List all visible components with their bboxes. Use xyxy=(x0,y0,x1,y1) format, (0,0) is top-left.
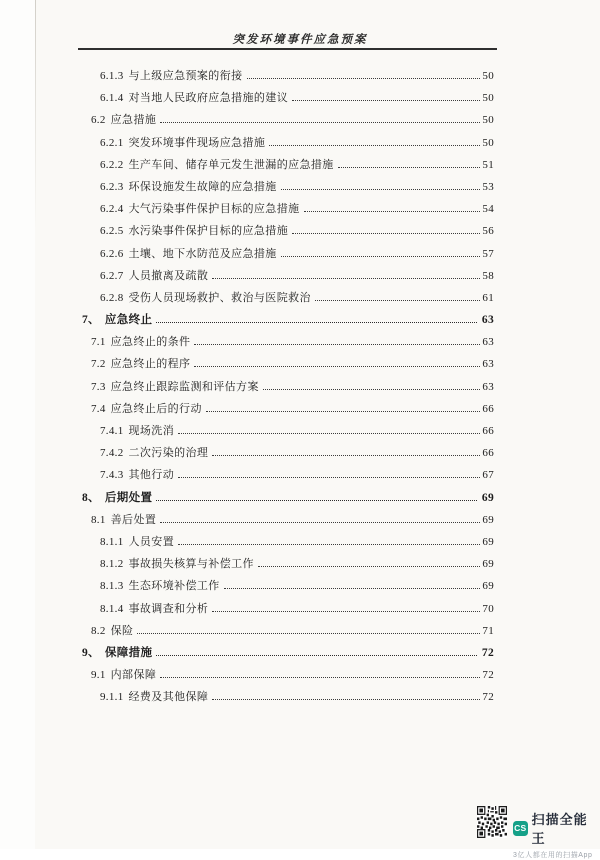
toc-page-number: 69 xyxy=(481,491,494,504)
toc-page-number: 61 xyxy=(482,291,494,304)
toc-page-number: 50 xyxy=(482,114,494,127)
toc-entry xyxy=(82,267,494,289)
toc-page-number: 57 xyxy=(482,247,494,260)
toc-page-number: 66 xyxy=(482,402,494,415)
toc-entry xyxy=(82,333,494,355)
toc-entry-title: 其他行动 xyxy=(128,469,175,482)
toc-entry-number: 6.2.7 xyxy=(100,269,124,282)
toc-page-number: 72 xyxy=(482,691,494,704)
toc-page-number: 53 xyxy=(482,180,494,193)
toc-entry-title: 突发环境事件现场应急措施 xyxy=(128,136,266,149)
toc-entry-number: 6.2.8 xyxy=(100,291,124,304)
toc-dotted-leader xyxy=(178,433,480,434)
camscanner-app-icon: CS xyxy=(513,821,528,836)
toc-entry-number: 6.2 xyxy=(91,114,106,127)
toc-entry-title: 大气污染事件保护目标的应急措施 xyxy=(128,203,300,216)
toc-entry-title: 善后处置 xyxy=(110,513,157,526)
toc-dotted-leader xyxy=(212,699,480,700)
toc-entry xyxy=(82,511,494,533)
toc-entry-title: 水污染事件保护目标的应急措施 xyxy=(128,225,289,238)
toc-dotted-leader xyxy=(212,455,480,456)
toc-page-number: 69 xyxy=(482,535,494,548)
toc-entry-number: 8.1 xyxy=(91,513,106,526)
toc-dotted-leader xyxy=(137,633,480,634)
toc-dotted-leader xyxy=(281,189,481,190)
toc-dotted-leader xyxy=(212,278,480,279)
toc-dotted-leader xyxy=(160,522,480,523)
toc-dotted-leader xyxy=(194,344,480,345)
toc-dotted-leader xyxy=(160,677,480,678)
toc-entry-title: 应急终止的条件 xyxy=(110,336,191,349)
toc-entry-title: 后期处置 xyxy=(104,491,153,504)
toc-dotted-leader xyxy=(292,233,480,234)
toc-entry-title: 二次污染的治理 xyxy=(128,447,209,460)
toc-entry xyxy=(82,666,494,688)
camscanner-watermark xyxy=(477,806,600,860)
toc-entry-title: 应急终止的程序 xyxy=(110,358,191,371)
toc-dotted-leader xyxy=(156,500,476,501)
toc-dotted-leader xyxy=(281,256,481,257)
toc-entry-title: 土壤、地下水防范及应急措施 xyxy=(128,247,277,260)
toc-entry-title: 事故损失核算与补偿工作 xyxy=(128,558,254,571)
toc-dotted-leader xyxy=(212,611,480,612)
toc-page-number: 66 xyxy=(482,447,494,460)
toc-entry-number: 7、 xyxy=(82,314,100,327)
toc-entry xyxy=(82,245,494,267)
toc-page-number: 71 xyxy=(482,624,494,637)
toc-entry-number: 6.1.4 xyxy=(100,92,124,105)
toc-dotted-leader xyxy=(263,389,481,390)
toc-entry-number: 6.1.3 xyxy=(100,70,124,82)
toc-entry-number: 8.1.2 xyxy=(100,558,124,571)
toc-page-number: 50 xyxy=(482,70,494,82)
camscanner-brand-block xyxy=(513,806,600,860)
toc-entry-number: 7.4.3 xyxy=(100,469,124,482)
toc-entry xyxy=(82,577,494,599)
toc-dotted-leader xyxy=(178,477,480,478)
toc-entry-title: 事故调查和分析 xyxy=(128,602,209,615)
toc-entry-title: 内部保障 xyxy=(110,669,157,682)
toc-entry xyxy=(82,489,494,511)
toc-dotted-leader xyxy=(258,566,480,567)
toc-entry-number: 8.1.4 xyxy=(100,602,124,615)
toc-dotted-leader xyxy=(194,366,480,367)
toc-entry xyxy=(82,644,494,666)
toc-entry-number: 6.2.5 xyxy=(100,225,124,238)
toc-entry xyxy=(82,311,494,333)
toc-entry xyxy=(82,89,494,111)
toc-dotted-leader xyxy=(269,145,480,146)
toc-entry-number: 9、 xyxy=(82,646,100,659)
toc-entry-number: 8.1.3 xyxy=(100,580,124,593)
toc-entry xyxy=(82,67,494,89)
toc-entry-title: 应急措施 xyxy=(110,114,157,127)
toc-page-number: 70 xyxy=(482,602,494,615)
toc-entry xyxy=(82,200,494,222)
toc-entry-title: 与上级应急预案的衔接 xyxy=(128,70,243,82)
toc-entry xyxy=(82,378,494,400)
toc-entry xyxy=(82,156,494,178)
toc-entry-title: 现场洗消 xyxy=(128,425,175,437)
toc-page-number: 69 xyxy=(482,513,494,526)
toc-dotted-leader xyxy=(315,300,480,301)
toc-entry-title: 应急终止 xyxy=(104,314,153,327)
toc-page-number: 56 xyxy=(482,225,494,238)
toc-entry-number: 8、 xyxy=(82,491,100,504)
camscanner-app-name: 扫描全能王 xyxy=(531,812,588,846)
toc-dotted-leader xyxy=(224,588,481,589)
camscanner-brand-row xyxy=(513,809,600,847)
toc-entry-title: 保障措施 xyxy=(104,646,153,659)
toc-entry xyxy=(82,555,494,577)
toc-entry-number: 7.1 xyxy=(91,336,106,349)
toc-entry xyxy=(82,600,494,622)
document-header-title: 突发环境事件应急预案 xyxy=(232,34,368,46)
toc-entry-title: 生产车间、储存单元发生泄漏的应急措施 xyxy=(128,158,334,171)
qr-code xyxy=(477,806,507,838)
toc-entry-title: 受伤人员现场救护、救治与医院救治 xyxy=(128,291,311,304)
toc-dotted-leader xyxy=(247,78,481,79)
toc-entry-title: 生态环境补偿工作 xyxy=(128,580,220,593)
table-of-contents xyxy=(82,67,494,710)
toc-entry xyxy=(82,444,494,466)
toc-page-number: 58 xyxy=(482,269,494,282)
camscanner-tagline: 3亿人都在用的扫描App xyxy=(513,851,593,859)
toc-entry-title: 人员撤离及疏散 xyxy=(128,269,209,282)
toc-entry-number: 6.2.2 xyxy=(100,158,124,171)
toc-page-number: 63 xyxy=(482,380,494,393)
toc-entry-title: 应急终止后的行动 xyxy=(110,402,202,415)
toc-entry xyxy=(82,400,494,422)
toc-entry-title: 人员安置 xyxy=(128,535,175,548)
toc-page-number: 66 xyxy=(482,425,494,437)
toc-page-number: 50 xyxy=(482,136,494,149)
toc-entry-title: 环保设施发生故障的应急措施 xyxy=(128,180,277,193)
toc-entry xyxy=(82,422,494,444)
toc-entry-title: 经费及其他保障 xyxy=(128,691,209,704)
toc-entry-title: 对当地人民政府应急措施的建议 xyxy=(128,92,289,105)
header-rule xyxy=(78,48,497,50)
toc-entry-number: 6.2.6 xyxy=(100,247,124,260)
toc-entry-number: 7.4.1 xyxy=(100,425,124,437)
toc-entry-number: 7.2 xyxy=(91,358,106,371)
toc-page-number: 50 xyxy=(482,92,494,105)
toc-page-number: 69 xyxy=(482,580,494,593)
toc-entry-number: 7.4 xyxy=(91,402,106,415)
toc-dotted-leader xyxy=(338,167,481,168)
toc-entry xyxy=(82,111,494,133)
toc-entry-number: 6.2.1 xyxy=(100,136,124,149)
toc-page-number: 63 xyxy=(482,358,494,371)
toc-entry-number: 6.2.3 xyxy=(100,180,124,193)
toc-page-number: 51 xyxy=(482,158,494,171)
toc-entry xyxy=(82,222,494,244)
toc-dotted-leader xyxy=(304,211,481,212)
toc-entry xyxy=(82,178,494,200)
toc-entry xyxy=(82,622,494,644)
toc-entry xyxy=(82,289,494,311)
toc-entry-number: 7.4.2 xyxy=(100,447,124,460)
toc-entry-title: 保险 xyxy=(110,624,134,637)
toc-page-number: 54 xyxy=(482,203,494,216)
toc-entry-title: 应急终止跟踪监测和评估方案 xyxy=(110,380,259,393)
toc-entry xyxy=(82,533,494,555)
toc-dotted-leader xyxy=(160,122,480,123)
toc-entry-number: 8.2 xyxy=(91,624,106,637)
toc-page-number: 69 xyxy=(482,558,494,571)
toc-entry-number: 8.1.1 xyxy=(100,535,124,548)
scan-margin-strip xyxy=(0,0,35,849)
toc-entry-number: 9.1 xyxy=(91,669,106,682)
toc-page-number: 63 xyxy=(482,336,494,349)
toc-dotted-leader xyxy=(156,655,476,656)
toc-entry-number: 6.2.4 xyxy=(100,203,124,216)
toc-entry xyxy=(82,466,494,488)
toc-entry xyxy=(82,134,494,156)
toc-page-number: 72 xyxy=(482,669,494,682)
toc-dotted-leader xyxy=(206,411,481,412)
toc-entry-number: 9.1.1 xyxy=(100,691,124,704)
toc-dotted-leader xyxy=(156,322,476,323)
toc-page-number: 72 xyxy=(481,646,494,659)
toc-page-number: 63 xyxy=(481,314,494,327)
toc-dotted-leader xyxy=(292,100,480,101)
toc-page-number: 67 xyxy=(482,469,494,482)
toc-dotted-leader xyxy=(178,544,480,545)
toc-entry xyxy=(82,688,494,710)
toc-entry xyxy=(82,355,494,377)
toc-entry-number: 7.3 xyxy=(91,380,106,393)
